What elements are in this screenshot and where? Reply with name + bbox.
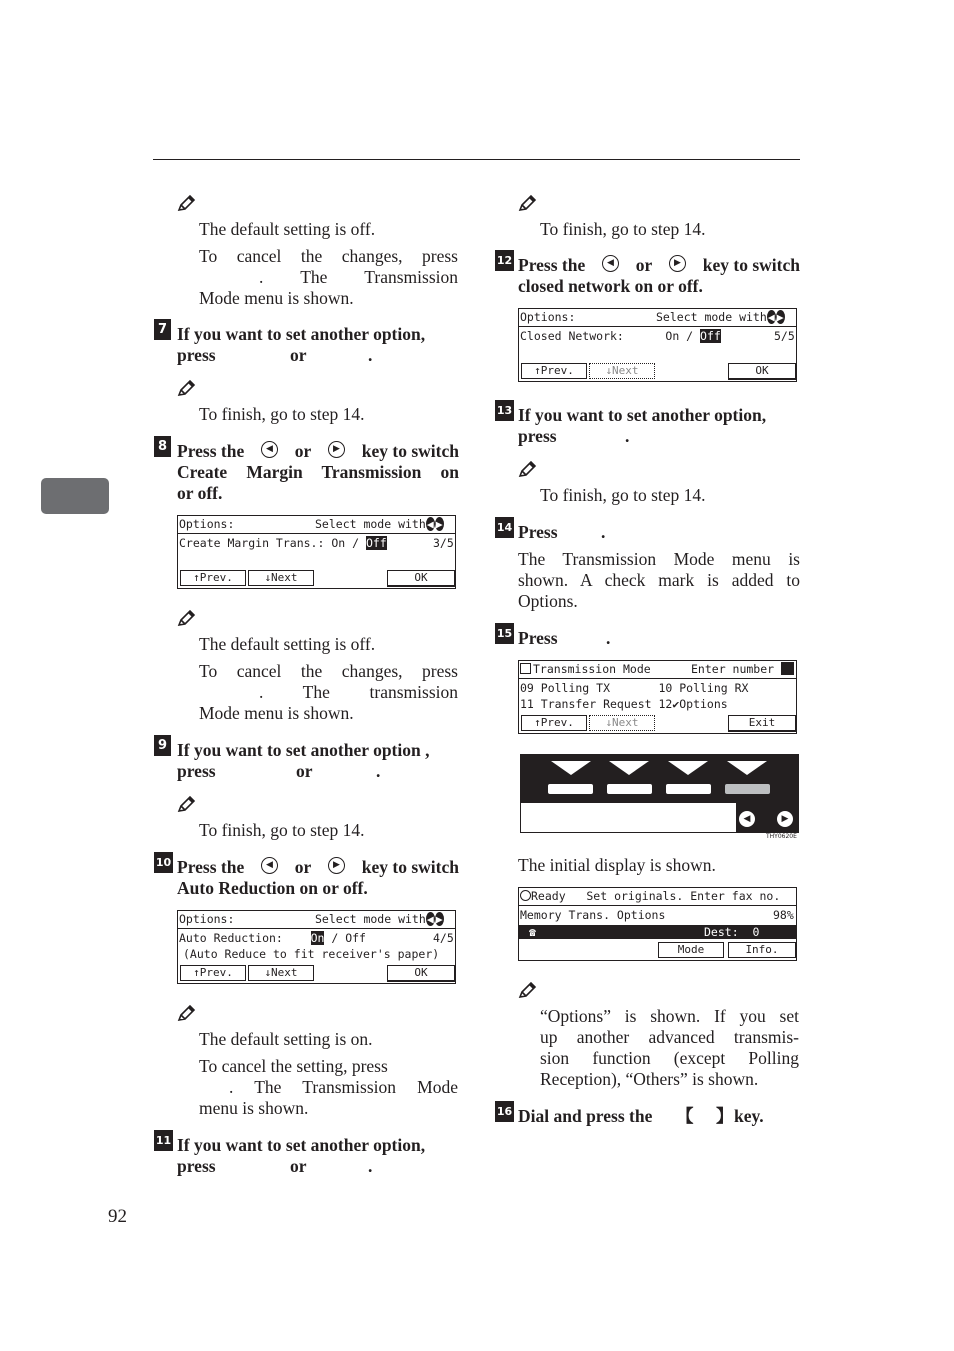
step14-period: . (601, 522, 606, 542)
selected-off[interactable]: Off (365, 536, 387, 550)
pencil-note-icon (518, 194, 537, 213)
pencil-note-icon (177, 194, 196, 213)
pointer-triangle (609, 761, 649, 775)
lcd-closed-network (518, 308, 797, 382)
ok-button[interactable]: OK (387, 570, 455, 587)
step13-period: . (625, 426, 630, 446)
lcd-title: Options: (179, 912, 235, 926)
note-cancel-line1: To cancel the changes, press (199, 246, 458, 266)
step14-body-line2: shown. A check mark is added to (518, 570, 800, 590)
note-options-line3: sion function (except Polling (540, 1048, 799, 1068)
lcd-page: 3/5 (433, 536, 454, 550)
lcd-divider (178, 928, 455, 929)
note-default-off: The default setting is off. (199, 634, 376, 654)
step-number-8: 8 (154, 436, 171, 457)
note-cancel-line2: . The Transmission Mode (229, 1077, 458, 1097)
note-finish-step14: To finish, go to step 14. (199, 820, 365, 840)
next-button[interactable]: ↓Next (248, 965, 314, 981)
step12-line2: closed network on or off. (518, 276, 703, 296)
step12-press-the: Press the (518, 255, 586, 275)
left-arrow-key-icon[interactable]: ◀ (739, 811, 755, 827)
step-number-12: 12 (495, 250, 514, 271)
lcd-option-help: (Auto Reduce to fit receiver's paper) (183, 947, 440, 961)
step9-or: or (296, 761, 313, 781)
selection-key-1[interactable] (548, 784, 593, 794)
right-arrow-key-icon: ▶ (669, 255, 686, 272)
lcd-divider (178, 533, 455, 534)
right-arrow-key-icon: ▶ (328, 857, 345, 874)
left-arrow-icon: ◀ (767, 310, 775, 324)
lcd-hint: Enter number (691, 662, 795, 676)
step13-press: press (518, 426, 557, 446)
pointer-triangle (551, 761, 591, 775)
pencil-note-icon (518, 981, 537, 1000)
step10-key-to-switch: key to switch (361, 857, 459, 877)
step15-press: Press (518, 628, 558, 648)
lcd-initial-display (518, 887, 797, 961)
step14-body-line1: The Transmission Mode menu is (518, 549, 800, 569)
lcd-title: Options: (179, 517, 235, 531)
note-default-off: The default setting is off. (199, 219, 376, 239)
lcd-auto-reduction (177, 910, 456, 984)
step16-dial-and-press: Dial and press the (518, 1106, 653, 1126)
note-cancel-line2: . The Transmission (259, 267, 458, 287)
step-number-16: 16 (495, 1101, 514, 1122)
step12-or: or (635, 255, 653, 275)
lcd-divider (519, 326, 796, 327)
step-number-11: 11 (154, 1130, 173, 1151)
lcd-hint: Select mode with◀ ▶ (315, 912, 443, 926)
note-cancel-line1: To cancel the changes, press (199, 661, 458, 681)
note-finish-step14: To finish, go to step 14. (540, 485, 706, 505)
page-number: 92 (108, 1206, 127, 1227)
ok-button[interactable]: OK (387, 965, 455, 982)
step14-body-line3: Options. (518, 591, 578, 611)
info-button[interactable]: Info. (728, 942, 796, 958)
pencil-note-icon (177, 609, 196, 628)
note-cancel-line3: Mode menu is shown. (199, 288, 354, 308)
lcd-hint: Select mode with◀ ▶ (656, 310, 784, 324)
step15-period: . (606, 628, 611, 648)
step11-period: . (368, 1156, 373, 1176)
header-rule (153, 159, 800, 160)
step8-line1 (177, 441, 459, 462)
next-button-disabled[interactable]: ↓Next (589, 363, 655, 379)
note-cancel-line1: To cancel the setting, press (199, 1056, 388, 1076)
step10-or: or (294, 857, 312, 877)
step9-line1: If you want to set another option , (177, 740, 430, 760)
lcd-memory-row: Memory Trans. Options (520, 908, 666, 922)
step8-press-the: Press the (177, 441, 245, 461)
step-number-9: 9 (154, 735, 171, 756)
lcd-dest-bar: ☎ Dest: 0 (519, 925, 796, 939)
right-arrow-icon: ▶ (435, 912, 443, 926)
step11-press: press (177, 1156, 216, 1176)
left-arrow-key-icon: ◀ (261, 857, 278, 874)
pencil-note-icon (177, 379, 196, 398)
step16-bracket-right: 】 (716, 1106, 734, 1126)
step11-line1: If you want to set another option, (177, 1135, 426, 1155)
step10-press-the: Press the (177, 857, 245, 877)
step-number-14: 14 (495, 517, 514, 538)
prev-button[interactable]: ↑Prev. (521, 363, 587, 379)
step-number-13: 13 (495, 400, 514, 421)
lcd-divider (519, 678, 796, 679)
figure-code: THY0620E (766, 833, 797, 840)
step16-bracket-left: 【 (676, 1106, 694, 1126)
selection-key-2[interactable] (607, 784, 652, 794)
step13-line1: If you want to set another option, (518, 405, 767, 425)
note-cancel-line3: Mode menu is shown. (199, 703, 354, 723)
step8-key-to-switch: key to switch (361, 441, 459, 461)
next-button[interactable]: ↓Next (248, 570, 314, 586)
left-arrow-icon: ◀ (426, 517, 434, 531)
step16-key: key. (734, 1106, 764, 1126)
note-options-line1: “Options” is shown. If you set (540, 1006, 799, 1026)
note-cancel-line3: menu is shown. (199, 1098, 309, 1118)
lcd-status: Ready Set originals. Enter fax no. (520, 889, 795, 903)
ok-button[interactable]: OK (728, 363, 796, 380)
right-arrow-key-icon[interactable]: ▶ (777, 811, 793, 827)
left-arrow-key-icon: ◀ (261, 441, 278, 458)
lcd-menu-row1: 09 Polling TX 10 Polling RX (520, 681, 749, 695)
lcd-menu-row2: 11 Transfer Request 12✔Options (520, 697, 728, 711)
prev-button[interactable]: ↑Prev. (521, 715, 587, 731)
step14-press: Press (518, 522, 558, 542)
pencil-note-icon (518, 460, 537, 479)
lcd-option-row: Create Margin Trans.: On / Off (179, 536, 387, 550)
pencil-note-icon (177, 1004, 196, 1023)
lcd-title: Options: (520, 310, 576, 324)
left-arrow-icon: ◀ (426, 912, 434, 926)
selection-key-4[interactable] (725, 784, 770, 794)
pencil-note-icon (177, 795, 196, 814)
lcd-option-row: Closed Network: On / Off (520, 329, 721, 343)
exit-button[interactable]: Exit (728, 715, 796, 732)
lcd-transmission-mode (518, 660, 797, 734)
phone-icon: ☎ (529, 925, 536, 939)
lcd-create-margin (177, 515, 456, 589)
step10-line1 (177, 857, 459, 878)
lcd-memory-percent: 98% (773, 908, 794, 922)
step12-key-to-switch: key to switch (702, 255, 800, 275)
initial-display-text: The initial display is shown. (518, 855, 716, 875)
note-finish-step14: To finish, go to step 14. (540, 219, 706, 239)
step12-line1 (518, 255, 800, 276)
note-cancel-line2: . The transmission (259, 682, 458, 702)
step8-or: or (294, 441, 312, 461)
step7-or: or (290, 345, 307, 365)
prev-button[interactable]: ↑Prev. (180, 965, 246, 981)
left-arrow-key-icon: ◀ (602, 255, 619, 272)
lcd-page: 4/5 (433, 931, 454, 945)
note-options-line4: Reception), “Others” is shown. (540, 1069, 759, 1089)
step7-line1: If you want to set another option, (177, 324, 426, 344)
chapter-tab (41, 478, 109, 514)
step8-line2: Create Margin Transmission on (177, 462, 459, 482)
pointer-triangle (668, 761, 708, 775)
selected-on[interactable]: On (310, 931, 325, 945)
selected-off[interactable]: Off (700, 329, 721, 343)
mode-button[interactable]: Mode (658, 942, 724, 958)
step-number-7: 7 (154, 319, 171, 340)
step9-period: . (376, 761, 381, 781)
step7-press: press (177, 345, 216, 365)
ready-indicator-icon (520, 890, 531, 901)
selection-key-3[interactable] (666, 784, 711, 794)
lcd-hint: Select mode with◀ ▶ (315, 517, 443, 531)
note-finish-step14: To finish, go to step 14. (199, 404, 365, 424)
step9-press: press (177, 761, 216, 781)
right-arrow-key-icon: ▶ (328, 441, 345, 458)
step8-line3: or off. (177, 483, 223, 503)
lcd-title: Transmission Mode (520, 662, 795, 676)
lcd-page: 5/5 (774, 329, 795, 343)
next-button-disabled[interactable]: ↓Next (589, 715, 655, 731)
note-options-line2: up another advanced transmis- (540, 1027, 799, 1047)
document-icon (520, 663, 531, 674)
step11-or: or (290, 1156, 307, 1176)
control-panel-illustration (520, 754, 799, 833)
step-number-10: 10 (154, 852, 173, 873)
right-arrow-icon: ▶ (776, 310, 784, 324)
lcd-option-row: Auto Reduction: On / Off (179, 931, 366, 945)
step10-line2: Auto Reduction on or off. (177, 878, 368, 898)
lcd-divider (519, 905, 796, 906)
step7-period: . (368, 345, 373, 365)
pointer-triangle (727, 761, 767, 775)
prev-button[interactable]: ↑Prev. (180, 570, 246, 586)
note-default-on: The default setting is on. (199, 1029, 373, 1049)
cursor-icon (781, 662, 794, 675)
step-number-15: 15 (495, 623, 514, 644)
right-arrow-icon: ▶ (435, 517, 443, 531)
